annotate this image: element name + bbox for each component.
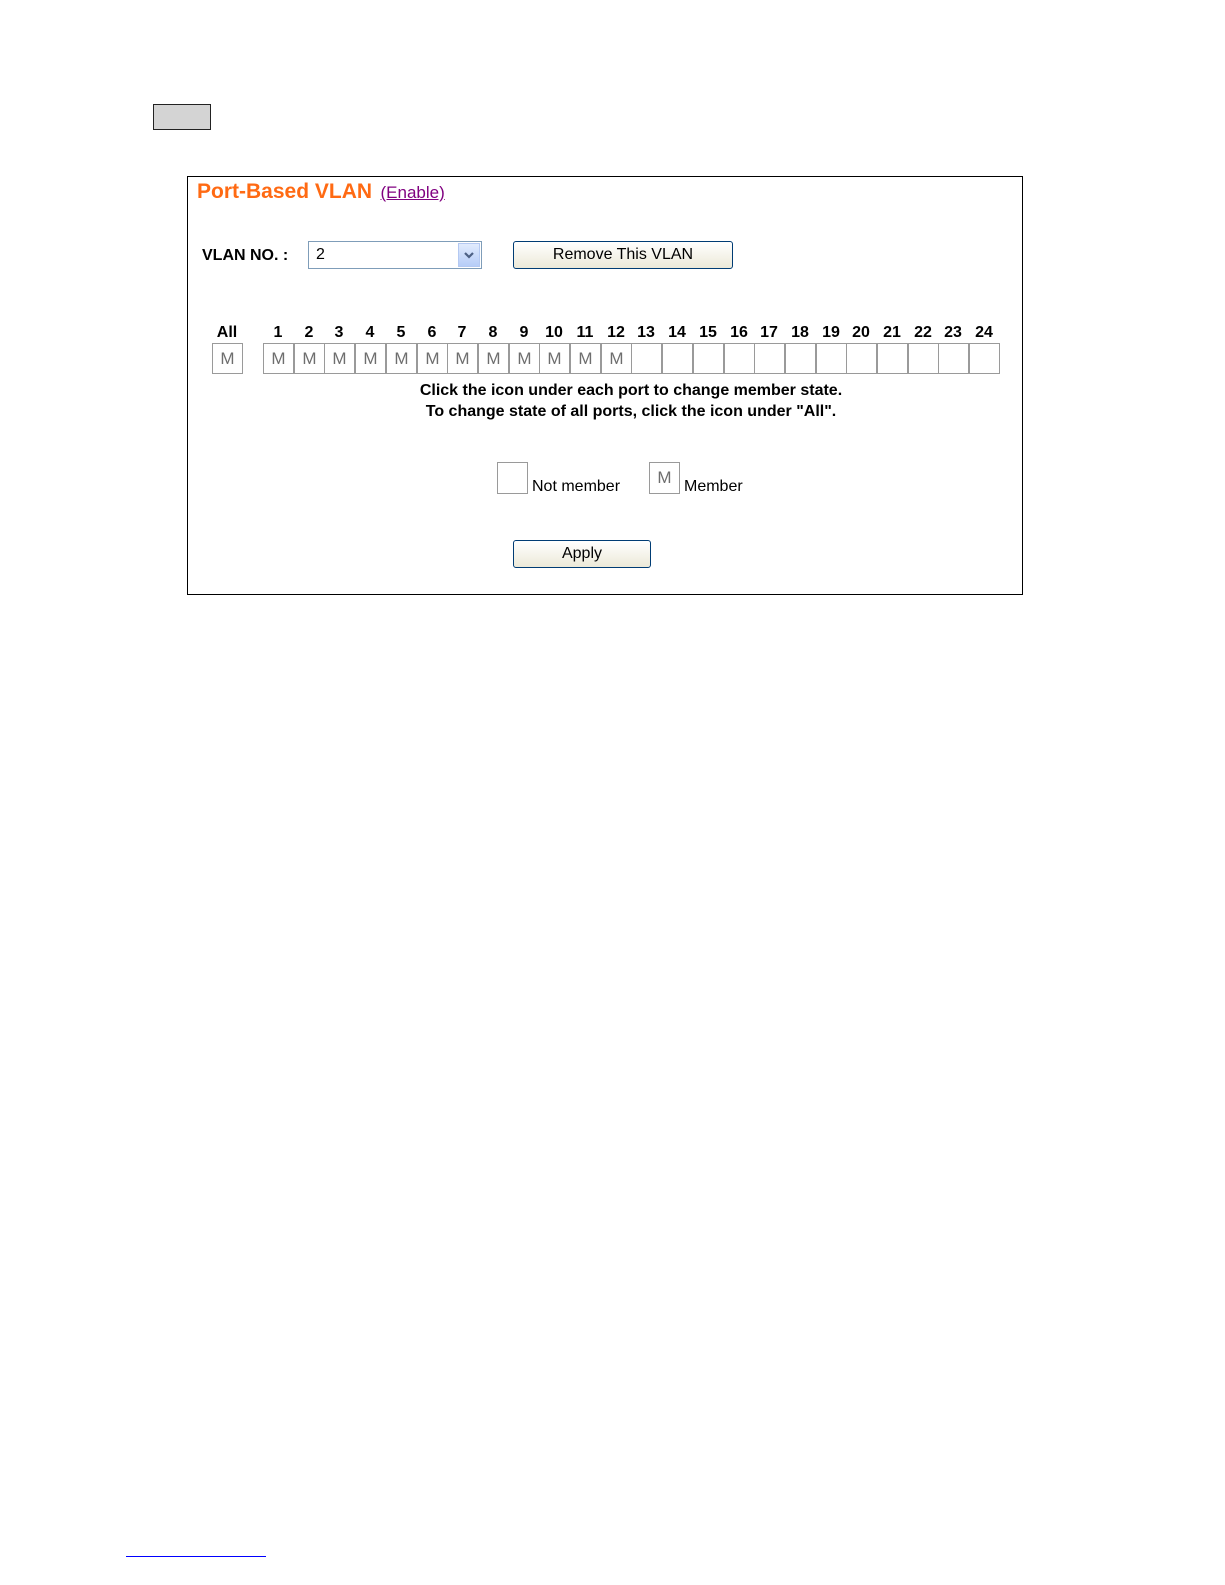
port-toggle-20[interactable]: [846, 343, 877, 374]
port-label-5: 5: [396, 324, 406, 341]
port-label-20: 20: [852, 324, 870, 341]
legend-member-icon: M: [649, 462, 680, 494]
port-toggle-all[interactable]: M: [212, 343, 243, 374]
port-label-10: 10: [545, 324, 563, 341]
legend-member-label: Member: [684, 478, 743, 495]
port-label-13: 13: [637, 324, 655, 341]
legend-not-member-label: Not member: [532, 478, 621, 495]
port-label-12: 12: [607, 324, 625, 341]
apply-button[interactable]: Apply: [513, 540, 651, 568]
port-label-6: 6: [427, 324, 437, 341]
instructions: [188, 380, 1074, 422]
port-label-16: 16: [730, 324, 748, 341]
port-toggle-17[interactable]: [754, 343, 785, 374]
port-label-8: 8: [488, 324, 498, 341]
port-toggle-22[interactable]: [908, 343, 939, 374]
port-label-24: 24: [975, 324, 993, 341]
port-toggle-8[interactable]: M: [478, 343, 509, 374]
port-label-11: 11: [576, 324, 594, 341]
port-toggle-4[interactable]: M: [355, 343, 386, 374]
port-label-9: 9: [519, 324, 529, 341]
vlan-no-select[interactable]: [308, 241, 482, 269]
port-toggle-13[interactable]: [631, 343, 662, 374]
vlan-no-label: VLAN NO. :: [202, 247, 289, 264]
port-toggle-7[interactable]: M: [447, 343, 478, 374]
port-label-2: 2: [304, 324, 314, 341]
chevron-down-icon[interactable]: [458, 243, 480, 267]
port-toggle-21[interactable]: [877, 343, 908, 374]
vlan-no-selected-value: 2: [316, 246, 325, 263]
port-label-22: 22: [914, 324, 932, 341]
port-toggle-10[interactable]: M: [539, 343, 570, 374]
instruction-line-1: Click the icon under each port to change member state.: [419, 382, 843, 399]
port-toggle-1[interactable]: M: [263, 343, 294, 374]
port-label-18: 18: [791, 324, 809, 341]
port-label-21: 21: [883, 324, 901, 341]
port-toggle-12[interactable]: M: [601, 343, 632, 374]
port-toggle-5[interactable]: M: [386, 343, 417, 374]
port-toggle-6[interactable]: M: [417, 343, 448, 374]
footer-rule: [126, 1556, 266, 1557]
port-label-14: 14: [668, 324, 686, 341]
port-toggle-3[interactable]: M: [324, 343, 355, 374]
port-label-19: 19: [822, 324, 840, 341]
port-toggle-18[interactable]: [785, 343, 816, 374]
panel-title: Port-Based VLAN: [197, 180, 373, 203]
port-label-23: 23: [944, 324, 962, 341]
top-gray-box: [153, 104, 211, 130]
port-label-3: 3: [334, 324, 344, 341]
port-toggle-23[interactable]: [938, 343, 969, 374]
port-label-17: 17: [760, 324, 778, 341]
port-label-15: 15: [699, 324, 717, 341]
port-toggle-19[interactable]: [816, 343, 847, 374]
port-toggle-11[interactable]: M: [570, 343, 601, 374]
port-toggle-9[interactable]: M: [509, 343, 540, 374]
port-toggle-14[interactable]: [662, 343, 693, 374]
enable-link[interactable]: (Enable): [380, 183, 445, 202]
port-label-4: 4: [365, 324, 375, 341]
port-label-all: All: [216, 324, 238, 341]
remove-vlan-button[interactable]: Remove This VLAN: [513, 241, 733, 269]
port-toggle-2[interactable]: M: [294, 343, 325, 374]
instruction-line-2: To change state of all ports, click the icon under "All".: [425, 403, 837, 420]
panel-title-row: [197, 180, 445, 204]
port-based-vlan-panel: [187, 176, 1023, 595]
port-toggle-15[interactable]: [693, 343, 724, 374]
legend-not-member-icon: [497, 462, 528, 494]
port-label-1: 1: [273, 324, 283, 341]
port-toggle-16[interactable]: [724, 343, 755, 374]
port-label-7: 7: [457, 324, 467, 341]
port-toggle-24[interactable]: [969, 343, 1000, 374]
